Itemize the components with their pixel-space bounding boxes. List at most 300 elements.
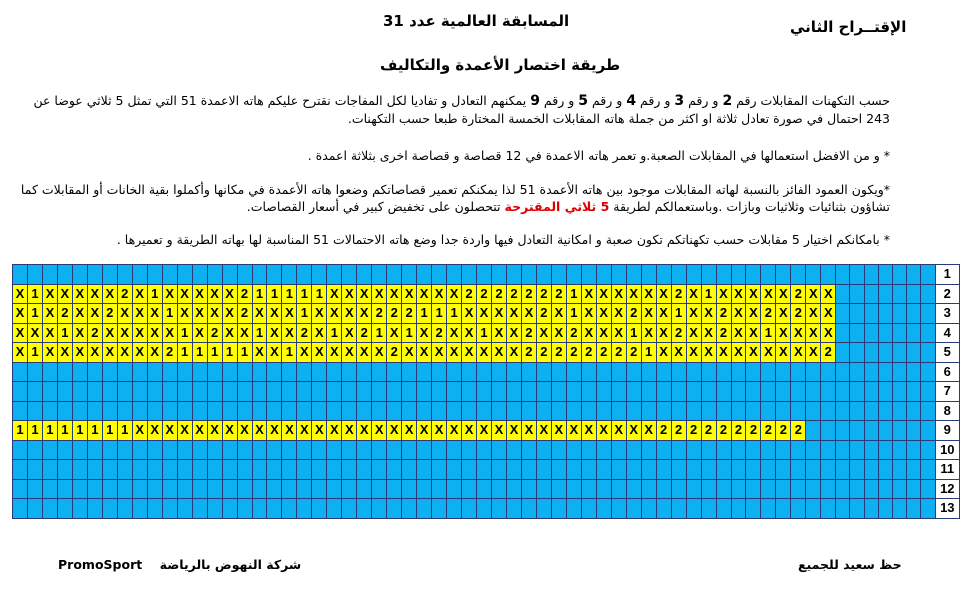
grid-cell bbox=[921, 421, 935, 441]
grid-cell bbox=[237, 382, 252, 402]
grid-cell: X bbox=[641, 284, 656, 304]
grid-cell: 2 bbox=[791, 421, 806, 441]
grid-cell bbox=[641, 460, 656, 480]
grid-cell bbox=[864, 343, 878, 363]
grid-cell bbox=[850, 421, 864, 441]
grid-cell bbox=[13, 265, 28, 285]
grid-cell bbox=[117, 440, 132, 460]
grid-cell bbox=[581, 265, 596, 285]
p3-text: تتحصلون على تخفيض كبير في أسعار القصاصات. bbox=[246, 199, 501, 214]
grid-cell bbox=[27, 265, 42, 285]
grid-cell bbox=[716, 479, 731, 499]
grid-cell: X bbox=[492, 323, 507, 343]
grid-cell bbox=[626, 401, 641, 421]
grid-cell: X bbox=[192, 421, 207, 441]
footer-greeting: حظ سعيد للجميع bbox=[798, 557, 902, 572]
grid-cell bbox=[671, 362, 686, 382]
grid-cell bbox=[791, 440, 806, 460]
grid-cell: 2 bbox=[237, 284, 252, 304]
grid-cell: X bbox=[761, 343, 776, 363]
grid-cell bbox=[921, 343, 935, 363]
grid-cell: 2 bbox=[671, 284, 686, 304]
grid-cell bbox=[821, 382, 836, 402]
grid-cell bbox=[297, 479, 312, 499]
grid-cell bbox=[282, 440, 297, 460]
grid-cell: X bbox=[432, 284, 447, 304]
grid-cell bbox=[611, 499, 626, 519]
grid-cell bbox=[907, 499, 921, 519]
grid-cell bbox=[372, 479, 387, 499]
grid-cell bbox=[907, 362, 921, 382]
grid-cell bbox=[132, 460, 147, 480]
paragraph-2: * و من الافضل استعمالها في المقابلات الصعبة.و تعمر هاته الاعمدة في 12 قصاصة و قصاصة اخرى بثلاثة اعمدة . bbox=[307, 148, 890, 163]
grid-cell: 2 bbox=[611, 343, 626, 363]
grid-cell: 1 bbox=[372, 323, 387, 343]
grid-cell bbox=[102, 362, 117, 382]
grid-cell: 1 bbox=[282, 284, 297, 304]
grid-cell bbox=[462, 265, 477, 285]
grid-cell bbox=[432, 362, 447, 382]
grid-cell: X bbox=[746, 323, 761, 343]
grid-cell: 1 bbox=[432, 304, 447, 324]
grid-cell bbox=[921, 265, 935, 285]
row-number: 4 bbox=[935, 323, 959, 343]
grid-cell bbox=[806, 460, 821, 480]
grid-cell bbox=[907, 323, 921, 343]
grid-cell: X bbox=[791, 323, 806, 343]
grid-cell: X bbox=[102, 343, 117, 363]
grid-cell: X bbox=[686, 323, 701, 343]
grid-cell: X bbox=[342, 343, 357, 363]
grid-cell: X bbox=[282, 323, 297, 343]
grid-cell: X bbox=[731, 304, 746, 324]
grid-cell: X bbox=[13, 323, 28, 343]
grid-cell: X bbox=[42, 323, 57, 343]
grid-cell bbox=[102, 499, 117, 519]
grid-cell: X bbox=[222, 323, 237, 343]
grid-cell bbox=[907, 343, 921, 363]
grid-cell bbox=[117, 401, 132, 421]
grid-cell bbox=[477, 479, 492, 499]
grid-cell: 2 bbox=[102, 304, 117, 324]
grid-cell bbox=[893, 343, 907, 363]
grid-cell: X bbox=[267, 304, 282, 324]
grid-cell: X bbox=[641, 304, 656, 324]
grid-cell: 2 bbox=[402, 304, 417, 324]
grid-cell bbox=[776, 479, 791, 499]
grid-cell bbox=[821, 265, 836, 285]
grid-cell bbox=[357, 265, 372, 285]
grid-cell: X bbox=[87, 304, 102, 324]
grid-cell: 2 bbox=[387, 343, 402, 363]
grid-cell: X bbox=[117, 304, 132, 324]
grid-cell bbox=[536, 265, 551, 285]
grid-cell bbox=[267, 382, 282, 402]
grid-cell bbox=[132, 479, 147, 499]
grid-cell bbox=[716, 440, 731, 460]
grid-cell bbox=[551, 479, 566, 499]
grid-cell: X bbox=[297, 421, 312, 441]
grid-cell bbox=[13, 362, 28, 382]
grid-cell bbox=[701, 362, 716, 382]
grid-cell bbox=[806, 479, 821, 499]
grid-cell bbox=[836, 382, 850, 402]
grid-cell: 1 bbox=[447, 304, 462, 324]
grid-cell bbox=[536, 401, 551, 421]
grid-cell bbox=[716, 362, 731, 382]
grid-cell: X bbox=[701, 343, 716, 363]
grid-cell: X bbox=[506, 304, 521, 324]
grid-cell bbox=[776, 440, 791, 460]
grid-cell bbox=[536, 499, 551, 519]
grid-cell: X bbox=[372, 284, 387, 304]
grid-cell: X bbox=[596, 323, 611, 343]
grid-cell: 2 bbox=[207, 323, 222, 343]
grid-cell: X bbox=[432, 421, 447, 441]
grid-cell: X bbox=[132, 343, 147, 363]
grid-cell: X bbox=[611, 284, 626, 304]
grid-cell bbox=[850, 499, 864, 519]
grid-cell bbox=[836, 343, 850, 363]
grid-cell bbox=[147, 499, 162, 519]
grid-cell bbox=[27, 460, 42, 480]
grid-cell bbox=[611, 440, 626, 460]
p1-text: حسب التكهنات المقابلات رقم bbox=[736, 93, 890, 108]
grid-cell bbox=[492, 265, 507, 285]
grid-cell bbox=[192, 499, 207, 519]
grid-cell: 2 bbox=[162, 343, 177, 363]
grid-cell: X bbox=[342, 323, 357, 343]
grid-cell: 1 bbox=[207, 343, 222, 363]
row-number: 11 bbox=[935, 460, 959, 480]
grid-cell bbox=[57, 382, 72, 402]
grid-cell bbox=[13, 460, 28, 480]
grid-cell: 2 bbox=[536, 284, 551, 304]
grid-cell: X bbox=[462, 323, 477, 343]
grid-cell bbox=[13, 479, 28, 499]
grid-cell bbox=[312, 499, 327, 519]
grid-cell: X bbox=[566, 421, 581, 441]
grid-cell bbox=[357, 362, 372, 382]
grid-cell bbox=[387, 479, 402, 499]
grid-cell bbox=[27, 401, 42, 421]
grid-cell bbox=[147, 265, 162, 285]
grid-cell bbox=[671, 440, 686, 460]
grid-cell bbox=[701, 479, 716, 499]
grid-cell bbox=[566, 362, 581, 382]
grid-cell bbox=[297, 362, 312, 382]
grid-cell: X bbox=[477, 421, 492, 441]
grid-cell bbox=[357, 382, 372, 402]
grid-cell bbox=[566, 499, 581, 519]
grid-cell bbox=[312, 479, 327, 499]
grid-cell bbox=[207, 499, 222, 519]
grid-cell bbox=[821, 401, 836, 421]
company-name-ar: شركة النهوض بالرياضة bbox=[159, 557, 302, 572]
grid-cell bbox=[761, 401, 776, 421]
grid-cell bbox=[821, 479, 836, 499]
grid-cell: X bbox=[656, 284, 671, 304]
grid-cell bbox=[372, 440, 387, 460]
grid-cell bbox=[252, 401, 267, 421]
grid-cell bbox=[878, 323, 892, 343]
grid-cell bbox=[282, 479, 297, 499]
grid-cell bbox=[357, 460, 372, 480]
grid-cell: X bbox=[312, 421, 327, 441]
grid-cell: X bbox=[102, 284, 117, 304]
grid-cell bbox=[761, 382, 776, 402]
grid-cell bbox=[42, 362, 57, 382]
grid-cell bbox=[836, 323, 850, 343]
grid-cell bbox=[656, 479, 671, 499]
grid-cell bbox=[447, 382, 462, 402]
grid-cell bbox=[57, 362, 72, 382]
grid-cell bbox=[893, 460, 907, 480]
grid-cell bbox=[506, 401, 521, 421]
p1-text: و رقم bbox=[543, 93, 575, 108]
grid-cell bbox=[117, 265, 132, 285]
grid-cell bbox=[237, 401, 252, 421]
grid-cell bbox=[701, 499, 716, 519]
grid-cell bbox=[267, 479, 282, 499]
grid-cell: X bbox=[492, 421, 507, 441]
grid-cell bbox=[432, 460, 447, 480]
grid-cell bbox=[117, 460, 132, 480]
grid-cell bbox=[342, 401, 357, 421]
grid-cell bbox=[893, 440, 907, 460]
grid-cell: X bbox=[132, 323, 147, 343]
grid-cell bbox=[132, 440, 147, 460]
grid-cell bbox=[581, 440, 596, 460]
grid-cell: X bbox=[462, 304, 477, 324]
grid-cell bbox=[252, 362, 267, 382]
grid-cell: X bbox=[611, 421, 626, 441]
grid-cell bbox=[237, 499, 252, 519]
grid-cell bbox=[566, 401, 581, 421]
grid-cell: X bbox=[641, 323, 656, 343]
grid-row bbox=[13, 382, 960, 402]
grid-cell bbox=[921, 401, 935, 421]
grid-cell bbox=[87, 382, 102, 402]
grid-cell bbox=[878, 265, 892, 285]
grid-cell bbox=[761, 265, 776, 285]
grid-cell bbox=[596, 499, 611, 519]
grid-cell bbox=[477, 265, 492, 285]
grid-cell: 2 bbox=[791, 284, 806, 304]
grid-cell bbox=[671, 499, 686, 519]
grid-cell: X bbox=[656, 343, 671, 363]
grid-cell bbox=[611, 460, 626, 480]
grid-cell bbox=[162, 401, 177, 421]
grid-cell bbox=[192, 401, 207, 421]
grid-cell: X bbox=[387, 421, 402, 441]
grid-cell: X bbox=[252, 421, 267, 441]
grid-cell: 1 bbox=[27, 421, 42, 441]
grid-cell: X bbox=[611, 323, 626, 343]
grid-cell bbox=[716, 460, 731, 480]
grid-cell bbox=[282, 499, 297, 519]
grid-cell bbox=[506, 440, 521, 460]
grid-cell: 2 bbox=[626, 343, 641, 363]
grid-cell bbox=[686, 265, 701, 285]
grid-cell bbox=[686, 499, 701, 519]
grid-cell bbox=[387, 499, 402, 519]
grid-cell bbox=[297, 382, 312, 402]
grid-cell: X bbox=[821, 304, 836, 324]
grid-cell bbox=[402, 440, 417, 460]
grid-cell bbox=[237, 479, 252, 499]
grid-cell bbox=[821, 421, 836, 441]
grid-cell bbox=[893, 499, 907, 519]
grid-cell bbox=[417, 382, 432, 402]
grid-cell bbox=[506, 362, 521, 382]
match-number: 9 bbox=[530, 93, 540, 109]
grid-cell bbox=[447, 460, 462, 480]
grid-cell: X bbox=[42, 343, 57, 363]
grid-cell bbox=[864, 421, 878, 441]
grid-cell bbox=[432, 440, 447, 460]
grid-cell bbox=[566, 382, 581, 402]
grid-cell: 2 bbox=[716, 304, 731, 324]
grid-cell bbox=[102, 401, 117, 421]
grid-cell bbox=[27, 440, 42, 460]
grid-cell bbox=[252, 382, 267, 402]
grid-cell bbox=[462, 479, 477, 499]
grid-cell bbox=[492, 382, 507, 402]
grid-cell bbox=[791, 401, 806, 421]
grid-cell bbox=[267, 362, 282, 382]
p1-text: و رقم bbox=[688, 93, 719, 108]
grid-cell bbox=[776, 362, 791, 382]
row-number: 3 bbox=[935, 304, 959, 324]
grid-cell bbox=[893, 401, 907, 421]
grid-cell: 1 bbox=[177, 323, 192, 343]
grid-cell bbox=[656, 499, 671, 519]
grid-cell bbox=[327, 362, 342, 382]
grid-cell bbox=[432, 479, 447, 499]
grid-cell bbox=[641, 440, 656, 460]
grid-cell: X bbox=[27, 323, 42, 343]
grid-cell bbox=[402, 401, 417, 421]
grid-cell: 1 bbox=[57, 421, 72, 441]
grid-cell bbox=[566, 265, 581, 285]
grid-cell bbox=[387, 460, 402, 480]
grid-cell bbox=[596, 440, 611, 460]
grid-cell bbox=[297, 401, 312, 421]
grid-cell bbox=[13, 401, 28, 421]
document-title: المسابقة العالمية عدد 31 bbox=[383, 12, 570, 30]
grid-cell bbox=[207, 362, 222, 382]
grid-cell bbox=[282, 382, 297, 402]
grid-cell: 2 bbox=[566, 343, 581, 363]
grid-cell bbox=[27, 382, 42, 402]
grid-cell bbox=[921, 499, 935, 519]
grid-cell: X bbox=[207, 284, 222, 304]
grid-cell bbox=[27, 499, 42, 519]
grid-cell bbox=[716, 401, 731, 421]
grid-cell bbox=[87, 440, 102, 460]
grid-cell bbox=[551, 362, 566, 382]
grid-cell bbox=[462, 382, 477, 402]
grid-cell: 2 bbox=[357, 323, 372, 343]
grid-cell: X bbox=[581, 421, 596, 441]
p1-text: و رقم bbox=[640, 93, 671, 108]
grid-row bbox=[13, 323, 960, 343]
grid-cell: X bbox=[162, 323, 177, 343]
grid-cell bbox=[342, 499, 357, 519]
grid-cell bbox=[447, 479, 462, 499]
grid-cell: 2 bbox=[761, 421, 776, 441]
grid-cell bbox=[761, 460, 776, 480]
grid-cell bbox=[671, 265, 686, 285]
grid-cell: X bbox=[132, 304, 147, 324]
grid-cell bbox=[806, 421, 821, 441]
grid-cell bbox=[641, 499, 656, 519]
highlighted-method: 5 ثلاثي المقترحة bbox=[504, 199, 610, 214]
company-name-en: PromoSport bbox=[58, 557, 143, 572]
grid-cell bbox=[282, 265, 297, 285]
grid-cell: 1 bbox=[27, 343, 42, 363]
grid-cell: 1 bbox=[477, 323, 492, 343]
grid-cell bbox=[821, 460, 836, 480]
grid-cell: X bbox=[327, 284, 342, 304]
grid-cell bbox=[312, 382, 327, 402]
grid-cell: X bbox=[656, 323, 671, 343]
grid-cell bbox=[192, 460, 207, 480]
grid-cell bbox=[536, 382, 551, 402]
grid-cell: X bbox=[117, 343, 132, 363]
grid-cell bbox=[791, 362, 806, 382]
grid-cell bbox=[312, 440, 327, 460]
grid-cell bbox=[521, 401, 536, 421]
grid-cell: X bbox=[746, 343, 761, 363]
row-number: 7 bbox=[935, 382, 959, 402]
grid-cell bbox=[147, 382, 162, 402]
grid-cell bbox=[626, 362, 641, 382]
grid-cell bbox=[731, 499, 746, 519]
grid-cell bbox=[893, 479, 907, 499]
grid-cell bbox=[417, 401, 432, 421]
grid-cell bbox=[387, 382, 402, 402]
grid-row bbox=[13, 343, 960, 363]
grid-cell bbox=[72, 401, 87, 421]
grid-cell: X bbox=[357, 284, 372, 304]
grid-cell bbox=[342, 440, 357, 460]
grid-cell: X bbox=[671, 343, 686, 363]
grid-cell: X bbox=[207, 304, 222, 324]
grid-cell: 1 bbox=[222, 343, 237, 363]
grid-cell: 2 bbox=[492, 284, 507, 304]
grid-cell bbox=[417, 479, 432, 499]
paragraph-4: * بامكانكم اختيار 5 مقابلات حسب تكهناتكم تكون صعبة و امكانية التعادل فيها واردة جدا وضع هاته الاحتمالات 51 المناسبة لها بهاته الطريقة و تعميرها . bbox=[116, 232, 890, 247]
grid-cell bbox=[267, 401, 282, 421]
grid-cell: 1 bbox=[671, 304, 686, 324]
grid-cell: 1 bbox=[297, 304, 312, 324]
grid-cell bbox=[132, 499, 147, 519]
grid-cell: X bbox=[447, 323, 462, 343]
footer-company bbox=[58, 557, 301, 572]
grid-cell bbox=[447, 401, 462, 421]
grid-cell bbox=[878, 284, 892, 304]
grid-cell: 2 bbox=[521, 284, 536, 304]
grid-cell: X bbox=[402, 343, 417, 363]
grid-cell: X bbox=[237, 421, 252, 441]
grid-cell bbox=[878, 421, 892, 441]
grid-cell: X bbox=[686, 304, 701, 324]
grid-row bbox=[13, 479, 960, 499]
grid-cell bbox=[521, 440, 536, 460]
grid-cell bbox=[761, 499, 776, 519]
